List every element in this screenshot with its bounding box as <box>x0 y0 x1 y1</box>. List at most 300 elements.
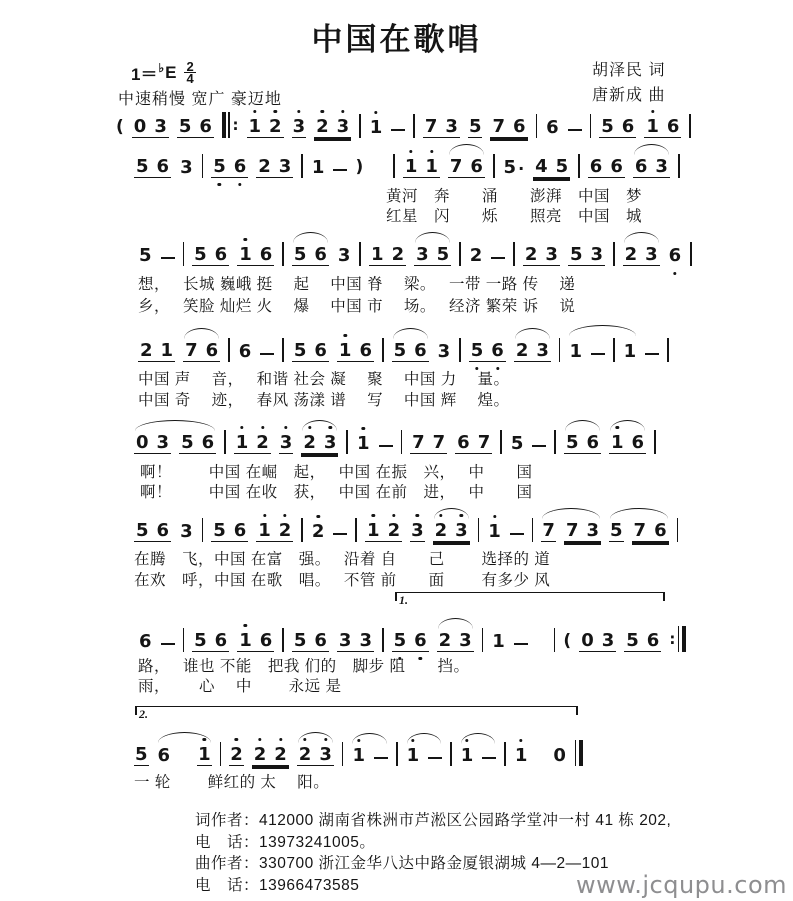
note <box>632 433 645 453</box>
barline <box>202 518 204 542</box>
note-digit: 5 <box>510 433 524 454</box>
note-digit: 1 <box>235 432 249 453</box>
note-digit: 6 <box>199 116 212 137</box>
barline <box>183 628 185 652</box>
note <box>425 117 438 137</box>
note-digit: 6 <box>238 341 252 362</box>
duration-dash <box>645 353 659 355</box>
note-digit: 1 <box>239 630 252 651</box>
note <box>324 433 337 453</box>
beam-group <box>256 157 293 178</box>
octave-dot-above <box>651 110 654 113</box>
beam-group <box>523 245 560 266</box>
note <box>647 631 660 651</box>
note-digit: 6 <box>314 630 327 651</box>
note-digit: 3 <box>180 157 193 178</box>
note-digit: 6 <box>156 156 170 177</box>
note-digit: 6 <box>666 116 680 137</box>
score-system <box>134 516 678 589</box>
beam-group <box>609 433 646 454</box>
note-digit: 6 <box>214 630 228 651</box>
barline <box>504 742 506 766</box>
tie-arc <box>293 232 328 243</box>
note <box>359 631 372 651</box>
beam-group <box>392 341 429 362</box>
note-digit: 2 <box>258 156 271 177</box>
note <box>492 117 505 137</box>
beam-group <box>448 157 485 178</box>
tempo-marking: 中速稍慢 宽广 豪迈地 <box>118 91 282 108</box>
score-system <box>138 593 686 695</box>
octave-dot-above <box>235 738 238 741</box>
note <box>157 746 172 766</box>
barline <box>590 114 592 138</box>
note <box>234 157 247 177</box>
octave-dot-above <box>343 334 346 337</box>
beam-group <box>410 433 447 454</box>
note <box>319 745 332 765</box>
note <box>138 632 153 652</box>
note-digit: 6 <box>621 116 635 137</box>
tie-arc <box>634 144 669 155</box>
barline <box>282 338 284 362</box>
beam-group <box>292 341 329 362</box>
beam-group <box>292 631 329 652</box>
note <box>414 631 427 651</box>
lyric-line: 中国 奇 迹， 春风 荡漾 谱 写 中国 辉 煌。 <box>138 392 510 409</box>
note-cluster <box>229 745 289 766</box>
duration-dash <box>374 757 388 759</box>
note <box>185 341 198 361</box>
note <box>433 433 446 453</box>
note-digit: 3 <box>337 245 351 266</box>
note-digit: 6 <box>610 156 623 177</box>
note <box>491 341 504 361</box>
note-digit: 3 <box>278 156 292 177</box>
beam-group <box>256 521 293 542</box>
beam-group <box>624 631 661 652</box>
beam-group <box>490 117 527 138</box>
note <box>609 521 624 542</box>
music-line <box>134 740 583 766</box>
note <box>339 631 352 651</box>
note-digit: 3 <box>437 341 451 362</box>
duration-dash <box>161 643 175 645</box>
note <box>215 631 228 651</box>
beam-group <box>599 117 636 138</box>
beam-group <box>252 745 289 766</box>
octave-dot-above <box>244 238 247 241</box>
note <box>414 341 427 361</box>
octave-dot-above <box>284 426 287 429</box>
note <box>161 341 174 361</box>
barline <box>500 430 502 454</box>
note <box>590 157 603 177</box>
note-digit: 1 <box>369 117 383 138</box>
parenthesis: ) <box>355 157 364 177</box>
barline <box>282 628 284 652</box>
key-prefix: 1＝ <box>131 65 158 84</box>
note-digit: 6 <box>668 245 682 266</box>
note-digit: 6 <box>457 432 470 453</box>
note-cluster <box>351 746 388 766</box>
note-digit: 7 <box>412 432 425 453</box>
octave-dot-above <box>519 739 522 742</box>
octave-dot-above <box>253 110 256 113</box>
note-digit: 3 <box>601 630 615 651</box>
note <box>260 245 273 265</box>
tie-arc <box>565 420 600 431</box>
note <box>154 117 167 137</box>
note-digit: 3 <box>536 340 549 361</box>
note-digit: 6 <box>233 156 247 177</box>
note-digit: 5 <box>293 340 307 361</box>
note-digit: 3 <box>279 432 293 453</box>
note <box>541 521 556 542</box>
note <box>179 522 194 542</box>
note-digit: 5 <box>503 157 517 178</box>
note-digit: 1 <box>248 116 262 137</box>
note-digit: 2 <box>256 432 269 453</box>
note-digit: 3 <box>154 116 167 137</box>
note <box>256 433 269 453</box>
beam-group <box>211 157 248 178</box>
parenthesis: ( <box>116 117 124 137</box>
note <box>292 117 307 138</box>
octave-dot-above <box>274 110 277 113</box>
note-digit: 1 <box>623 341 637 362</box>
note-digit: 7 <box>432 432 446 453</box>
note <box>202 433 215 453</box>
tie-arc <box>135 420 215 431</box>
octave-dot-above <box>374 111 377 114</box>
octave-dot-above <box>416 514 419 517</box>
note-digit: 5 <box>436 244 450 265</box>
lyric-line: 想， 长城 巍峨 挺 起 中国 脊 梁。 一带 一路 传 递 <box>138 276 576 293</box>
note <box>459 631 472 651</box>
note-digit: 5 <box>569 244 583 265</box>
note-digit: 2 <box>269 116 282 137</box>
spacer <box>371 177 385 178</box>
note-cluster <box>279 433 339 454</box>
lyric-line: 啊！ 中国 在崛 起， 中国 在振 兴， 中 国 <box>140 464 533 481</box>
music-line <box>134 152 680 178</box>
note <box>412 433 425 453</box>
note <box>269 117 282 137</box>
beam-group <box>644 117 681 138</box>
barline <box>478 518 480 542</box>
note <box>552 746 567 766</box>
beam-group <box>183 341 220 362</box>
note <box>199 117 212 137</box>
beam-group <box>247 117 284 138</box>
note-digit: 2 <box>624 244 638 265</box>
note <box>279 433 294 454</box>
note-digit: 1 <box>569 341 582 362</box>
note-digit: 6 <box>414 630 427 651</box>
beam-group <box>437 631 474 652</box>
note-digit: 6 <box>631 432 645 453</box>
note <box>369 118 384 138</box>
beam-group <box>564 433 601 454</box>
note-digit: 2 <box>311 521 325 542</box>
note-digit: 6 <box>314 340 327 361</box>
note-digit: 3 <box>645 244 658 265</box>
note <box>655 157 668 177</box>
music-line <box>138 240 692 266</box>
beam-group <box>234 433 271 454</box>
duration-dash <box>591 353 605 355</box>
note <box>586 521 599 541</box>
note <box>570 245 583 265</box>
note-digit: 2 <box>524 244 538 265</box>
note-digit: 6 <box>201 432 215 453</box>
note-digit: 2 <box>278 520 292 541</box>
note <box>279 157 292 177</box>
beam-group <box>192 245 229 266</box>
note <box>181 433 194 453</box>
octave-dot-above <box>258 738 261 741</box>
note <box>626 631 639 651</box>
note <box>213 521 226 541</box>
note <box>545 118 560 138</box>
barline <box>690 242 692 266</box>
note-digit: 5 <box>136 156 149 177</box>
barline <box>613 338 615 362</box>
note-digit: 5 <box>626 630 639 651</box>
note <box>314 245 327 265</box>
note <box>445 117 458 137</box>
note <box>236 433 249 453</box>
score-system <box>116 112 691 138</box>
beam-group <box>455 433 492 454</box>
note-cluster <box>568 338 637 362</box>
note-digit: 3 <box>292 116 306 137</box>
barline <box>536 114 538 138</box>
beam-group <box>297 745 334 766</box>
note-digit: 1 <box>160 340 174 361</box>
note <box>635 157 648 177</box>
note-digit: 1 <box>352 745 365 766</box>
beam-group <box>134 157 171 178</box>
note <box>371 245 384 265</box>
note-digit: 7 <box>477 432 491 453</box>
note-digit: 3 <box>445 116 458 137</box>
duration-dash <box>482 757 496 759</box>
flat-icon: ♭ <box>158 60 165 75</box>
note <box>279 521 292 541</box>
note-digit: 0 <box>553 745 566 766</box>
note-digit: 5 <box>213 156 226 177</box>
meter-denominator: 4 <box>186 71 194 86</box>
note-digit: 6 <box>646 630 660 651</box>
note <box>294 631 307 651</box>
parenthesis: ( <box>563 631 572 651</box>
lyric-line: 在腾 飞，中国 在富 强。 沿着 自 己 选择的 道 <box>134 551 551 568</box>
note <box>435 521 448 541</box>
note-cluster <box>134 433 216 454</box>
note-digit: 3 <box>319 744 332 765</box>
note <box>416 245 429 265</box>
note-digit: 1 <box>239 244 252 265</box>
note <box>469 246 484 266</box>
tie-arc <box>184 328 219 339</box>
note <box>503 158 526 178</box>
spacer <box>536 765 544 766</box>
note-digit: 2 <box>316 116 329 137</box>
note <box>388 521 401 541</box>
note-digit: 6 <box>586 432 599 453</box>
barline <box>355 518 357 542</box>
note <box>351 746 366 766</box>
beam-group <box>469 341 506 362</box>
barline <box>667 338 669 362</box>
note-digit: 1 <box>425 156 438 177</box>
octave-dot-above <box>341 110 344 113</box>
note-digit: 3 <box>336 116 350 137</box>
barline <box>654 430 656 454</box>
duration-dash <box>391 129 405 131</box>
note-digit: 6 <box>157 745 171 766</box>
note <box>367 521 380 541</box>
contact-line: 电 话：13973241005。 <box>195 833 376 851</box>
tie-arc <box>515 328 550 339</box>
note-digit: 5 <box>136 520 149 541</box>
note-digit: 7 <box>633 520 647 541</box>
note <box>140 341 153 361</box>
score-system <box>138 240 692 315</box>
note <box>566 433 579 453</box>
beam-group <box>138 341 175 362</box>
note-cluster <box>468 117 528 138</box>
beam-group <box>134 521 171 542</box>
volta-bracket <box>135 706 578 721</box>
volta-bracket <box>395 592 665 607</box>
octave-dot-above <box>362 427 365 430</box>
note-digit: 3 <box>338 630 352 651</box>
octave-dot-above <box>263 514 266 517</box>
note <box>668 246 683 266</box>
repeat-dots: : <box>232 116 239 134</box>
octave-dot-above <box>279 738 282 741</box>
note <box>405 157 418 177</box>
contact-line: 电 话：13966473585 <box>195 876 360 894</box>
beam-group <box>579 631 616 652</box>
repeat-end-barline <box>669 626 686 652</box>
note <box>239 245 252 265</box>
note-digit: 6 <box>156 520 170 541</box>
note-digit: 5 <box>555 156 569 177</box>
note <box>566 521 579 541</box>
note <box>556 157 569 177</box>
beam-group <box>369 245 406 266</box>
barline <box>532 518 534 542</box>
barline <box>224 430 226 454</box>
note <box>314 341 327 361</box>
note <box>394 631 407 651</box>
note <box>157 433 170 453</box>
note-digit: 1 <box>514 745 528 766</box>
note-cluster <box>292 117 352 138</box>
note <box>410 521 425 542</box>
beam-group <box>433 521 470 542</box>
note <box>439 631 452 651</box>
barline <box>578 154 580 178</box>
note <box>179 158 194 178</box>
tie-arc <box>610 508 668 519</box>
note-digit: 5 <box>135 744 148 765</box>
note-digit: 6 <box>513 116 526 137</box>
thick-bar <box>682 626 686 652</box>
barline <box>677 518 679 542</box>
note <box>625 245 638 265</box>
note-digit: 1 <box>646 116 659 137</box>
octave-dot-above <box>261 426 264 429</box>
spacer <box>179 765 189 766</box>
note <box>437 245 450 265</box>
note <box>471 341 484 361</box>
note-digit: 0 <box>136 432 149 453</box>
beam-group <box>292 245 329 266</box>
tie-arc <box>624 232 659 243</box>
note <box>238 342 253 362</box>
lyricist-credit: 胡泽民 词 <box>592 62 666 79</box>
lyric-line: 中国 声 音， 和谐 社会 凝 聚 中国 力 量。 <box>138 371 510 388</box>
beam-group <box>414 245 451 266</box>
duration-dash <box>514 643 528 645</box>
note-digit: 6 <box>139 631 152 652</box>
note-digit: 1 <box>611 432 624 453</box>
note-digit: 2 <box>298 744 312 765</box>
note-digit: 6 <box>233 520 247 541</box>
note <box>157 521 170 541</box>
note-cluster <box>410 521 470 542</box>
note-digit: 3 <box>586 520 599 541</box>
note <box>646 117 659 137</box>
note-digit: 7 <box>424 116 438 137</box>
key-note: E <box>165 62 177 82</box>
note <box>516 341 529 361</box>
note <box>311 158 326 178</box>
barline <box>401 430 403 454</box>
beam-group <box>192 631 229 652</box>
note <box>455 521 468 541</box>
note <box>623 342 638 362</box>
beam-group <box>337 341 374 362</box>
note-digit: 5 <box>468 116 482 137</box>
barline <box>413 114 415 138</box>
score-system <box>134 428 656 501</box>
octave-dot-above <box>430 150 433 153</box>
note <box>356 434 371 454</box>
beam-group <box>392 631 429 652</box>
beam-group <box>403 157 440 178</box>
beam-group <box>423 117 460 138</box>
barline <box>183 242 185 266</box>
note <box>634 521 647 541</box>
beam-group <box>337 631 374 652</box>
octave-dot-below <box>238 183 241 186</box>
music-line <box>116 112 691 138</box>
lyric-line: 啊！ 中国 在收 获， 中国 在前 进， 中 国 <box>140 484 533 501</box>
lyric-line: 一 轮 鲜红的 太 阳。 <box>134 774 330 791</box>
note-digit: 3 <box>545 244 558 265</box>
barline <box>613 242 615 266</box>
note <box>654 521 667 541</box>
octave-dot-above <box>493 515 496 518</box>
note-digit: 6 <box>546 117 559 138</box>
note <box>194 631 207 651</box>
